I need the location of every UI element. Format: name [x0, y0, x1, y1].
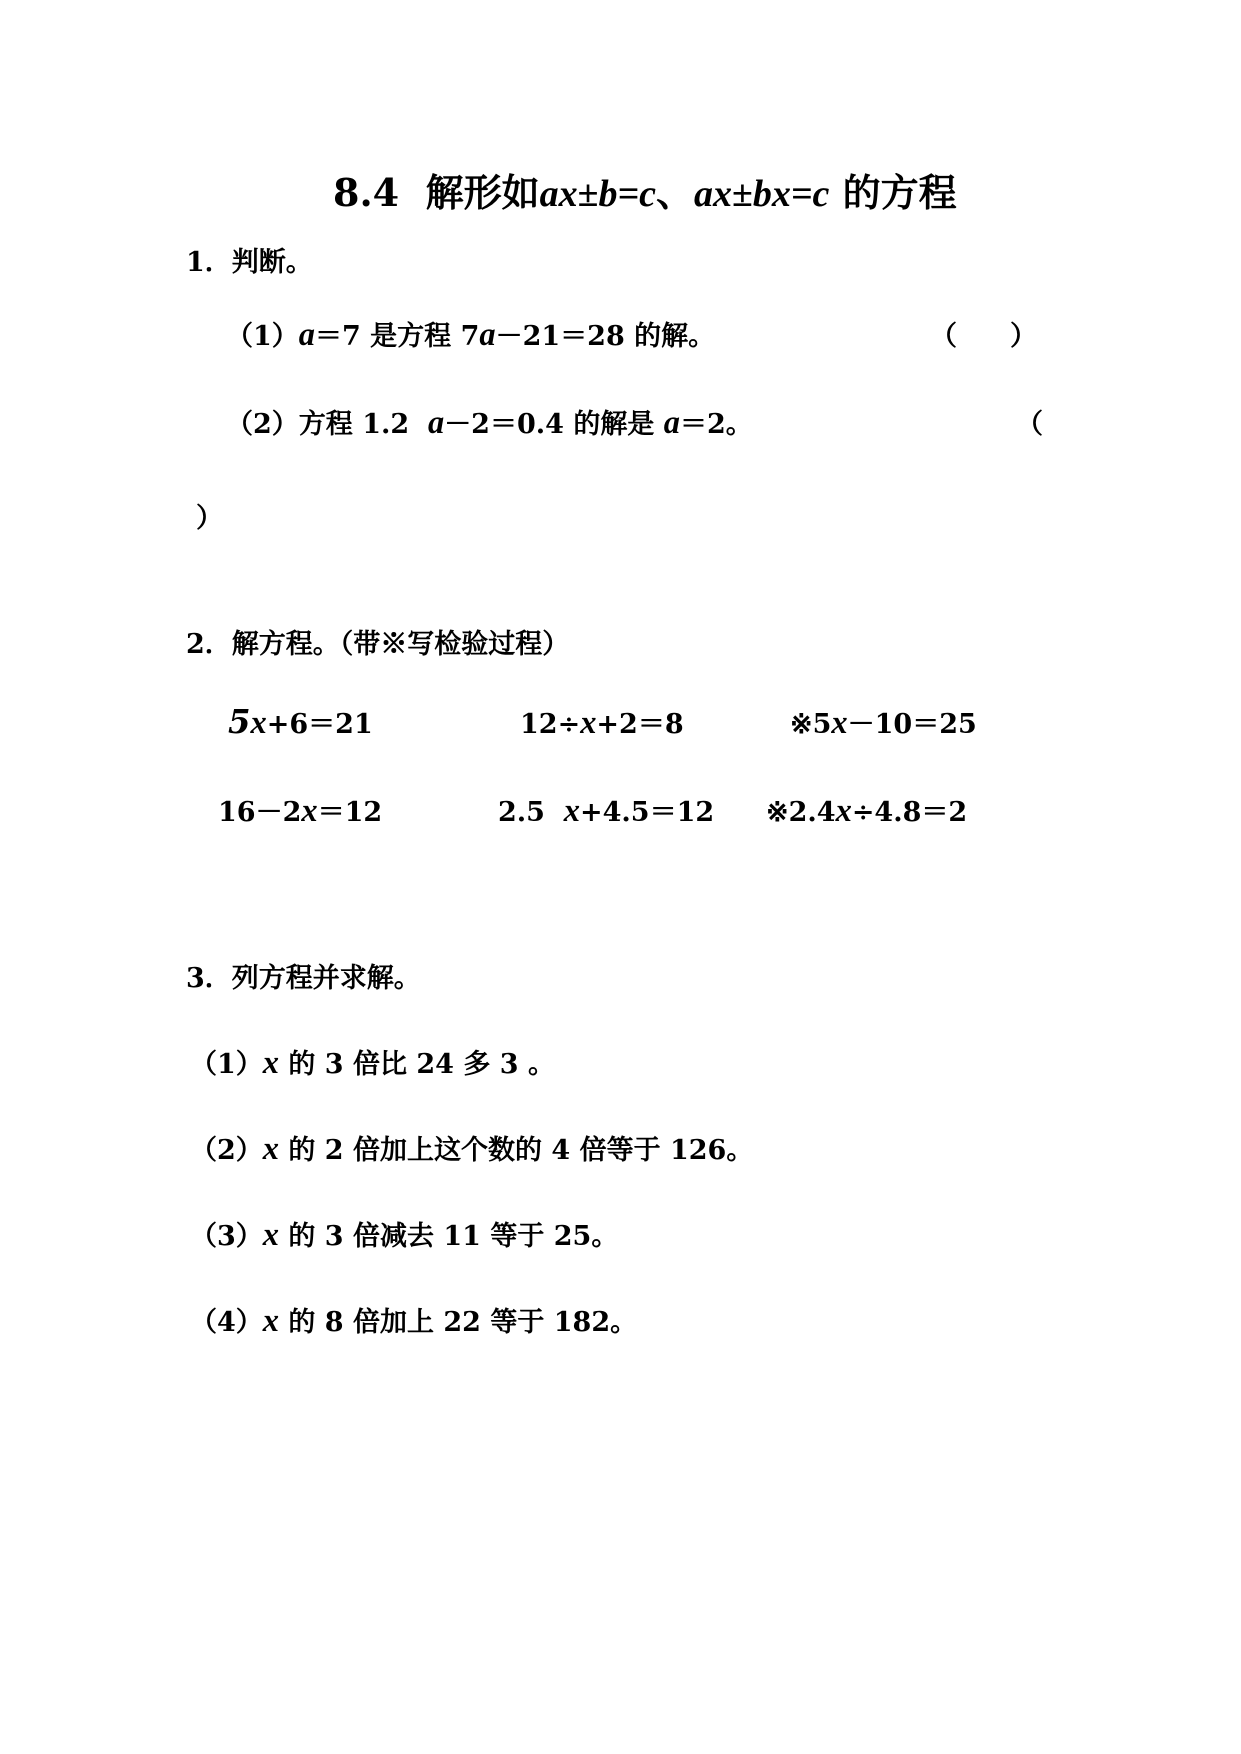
q2-equation-3 — [790, 702, 977, 742]
q2-eq-1-pre: 5 — [228, 703, 251, 741]
q2-eq-3-pre: ※5 — [790, 709, 832, 740]
q3-item-1-var: x — [262, 1045, 279, 1081]
q2-eq-5-post: +4.5＝12 — [579, 797, 715, 828]
title-suffix: 的方程 — [842, 170, 957, 215]
q3-item-3-number: （3） — [190, 1221, 263, 1252]
q2-eq-4-pre: 16－2 — [218, 797, 302, 828]
q1-item-1-var-a: a — [298, 317, 315, 353]
q3-item-2 — [190, 1128, 753, 1168]
q2-eq-3-post: －10＝25 — [847, 709, 977, 740]
q1-item-2-var-a: a — [427, 405, 445, 441]
q2-eq-5-var: x — [563, 793, 580, 829]
q2-equation-6 — [766, 790, 967, 830]
q2-eq-4-var: x — [301, 793, 318, 829]
q3-heading: 3．列方程并求解。 — [186, 963, 421, 994]
q2-equation-2 — [520, 702, 684, 742]
q1-item-2-var-a-2: a — [663, 405, 680, 441]
q2-eq-6-var: x — [835, 793, 852, 829]
q1-heading: 1．判断。 — [186, 247, 313, 278]
q1-item-2-answer-close: ） — [196, 503, 223, 534]
q3-item-4-text: 的 8 倍加上 22 等于 182。 — [279, 1307, 638, 1338]
q2-equation-5 — [498, 790, 714, 830]
title-number: 8.4 — [333, 170, 400, 215]
q1-item-2-text-1: －2＝0.4 的解是 — [444, 409, 664, 440]
q3-item-2-var: x — [262, 1131, 279, 1167]
q1-item-2-text-0: 方程 1.2 — [298, 409, 419, 440]
page-title — [333, 162, 957, 217]
q2-eq-4-post: ＝12 — [317, 797, 383, 828]
q1-item-1-answer-open: （ — [930, 321, 957, 352]
q1-item-1-number: （1） — [226, 321, 299, 352]
q1-item-1-var-a-2: a — [479, 317, 496, 353]
q1-item-2-answer-open: （ — [1016, 409, 1043, 440]
q2-eq-2-var: x — [580, 705, 597, 741]
q3-item-1-text: 的 3 倍比 24 多 3 。 — [279, 1049, 555, 1080]
title-separator: 、 — [655, 170, 694, 215]
q2-eq-6-post: ÷4.8＝2 — [851, 797, 968, 828]
q3-item-2-text: 的 2 倍加上这个数的 4 倍等于 126。 — [279, 1135, 754, 1166]
q3-item-4 — [190, 1300, 637, 1340]
q3-item-3-var: x — [262, 1217, 279, 1253]
title-prefix: 解形如 — [425, 170, 540, 215]
q3-item-1 — [190, 1042, 555, 1082]
q3-item-3 — [190, 1214, 618, 1254]
q2-heading: 2．解方程。（带※写检验过程） — [186, 629, 570, 660]
q1-item-1-answer-close: ） — [1010, 321, 1037, 352]
q2-eq-5-pre: 2.5 — [498, 797, 555, 828]
q3-item-4-number: （4） — [190, 1307, 263, 1338]
q2-equation-1 — [228, 702, 373, 742]
title-expr-2: ax±bx=c — [694, 173, 830, 215]
q1-item-1-text-2: －21＝28 的解。 — [495, 321, 716, 352]
q3-item-4-var: x — [262, 1303, 279, 1339]
q1-item-2-number: （2） — [226, 409, 299, 440]
q2-equation-4 — [218, 790, 382, 830]
q2-eq-1-post: +6＝21 — [266, 709, 373, 740]
q2-eq-2-pre: 12÷ — [520, 709, 581, 740]
q1-item-1 — [226, 314, 715, 354]
q2-eq-6-pre: ※2.4 — [766, 797, 836, 828]
q3-item-3-text: 的 3 倍减去 11 等于 25。 — [279, 1221, 619, 1252]
title-expr-1: ax±b=c — [539, 173, 656, 215]
q1-item-2-text-2: ＝2。 — [679, 409, 753, 440]
q1-item-1-text-1: ＝7 是方程 7 — [315, 321, 480, 352]
q2-eq-2-post: +2＝8 — [596, 709, 684, 740]
q3-item-1-number: （1） — [190, 1049, 263, 1080]
q2-eq-1-var: x — [250, 705, 267, 741]
q2-eq-3-var: x — [831, 705, 848, 741]
q3-item-2-number: （2） — [190, 1135, 263, 1166]
q1-item-2 — [226, 402, 753, 442]
